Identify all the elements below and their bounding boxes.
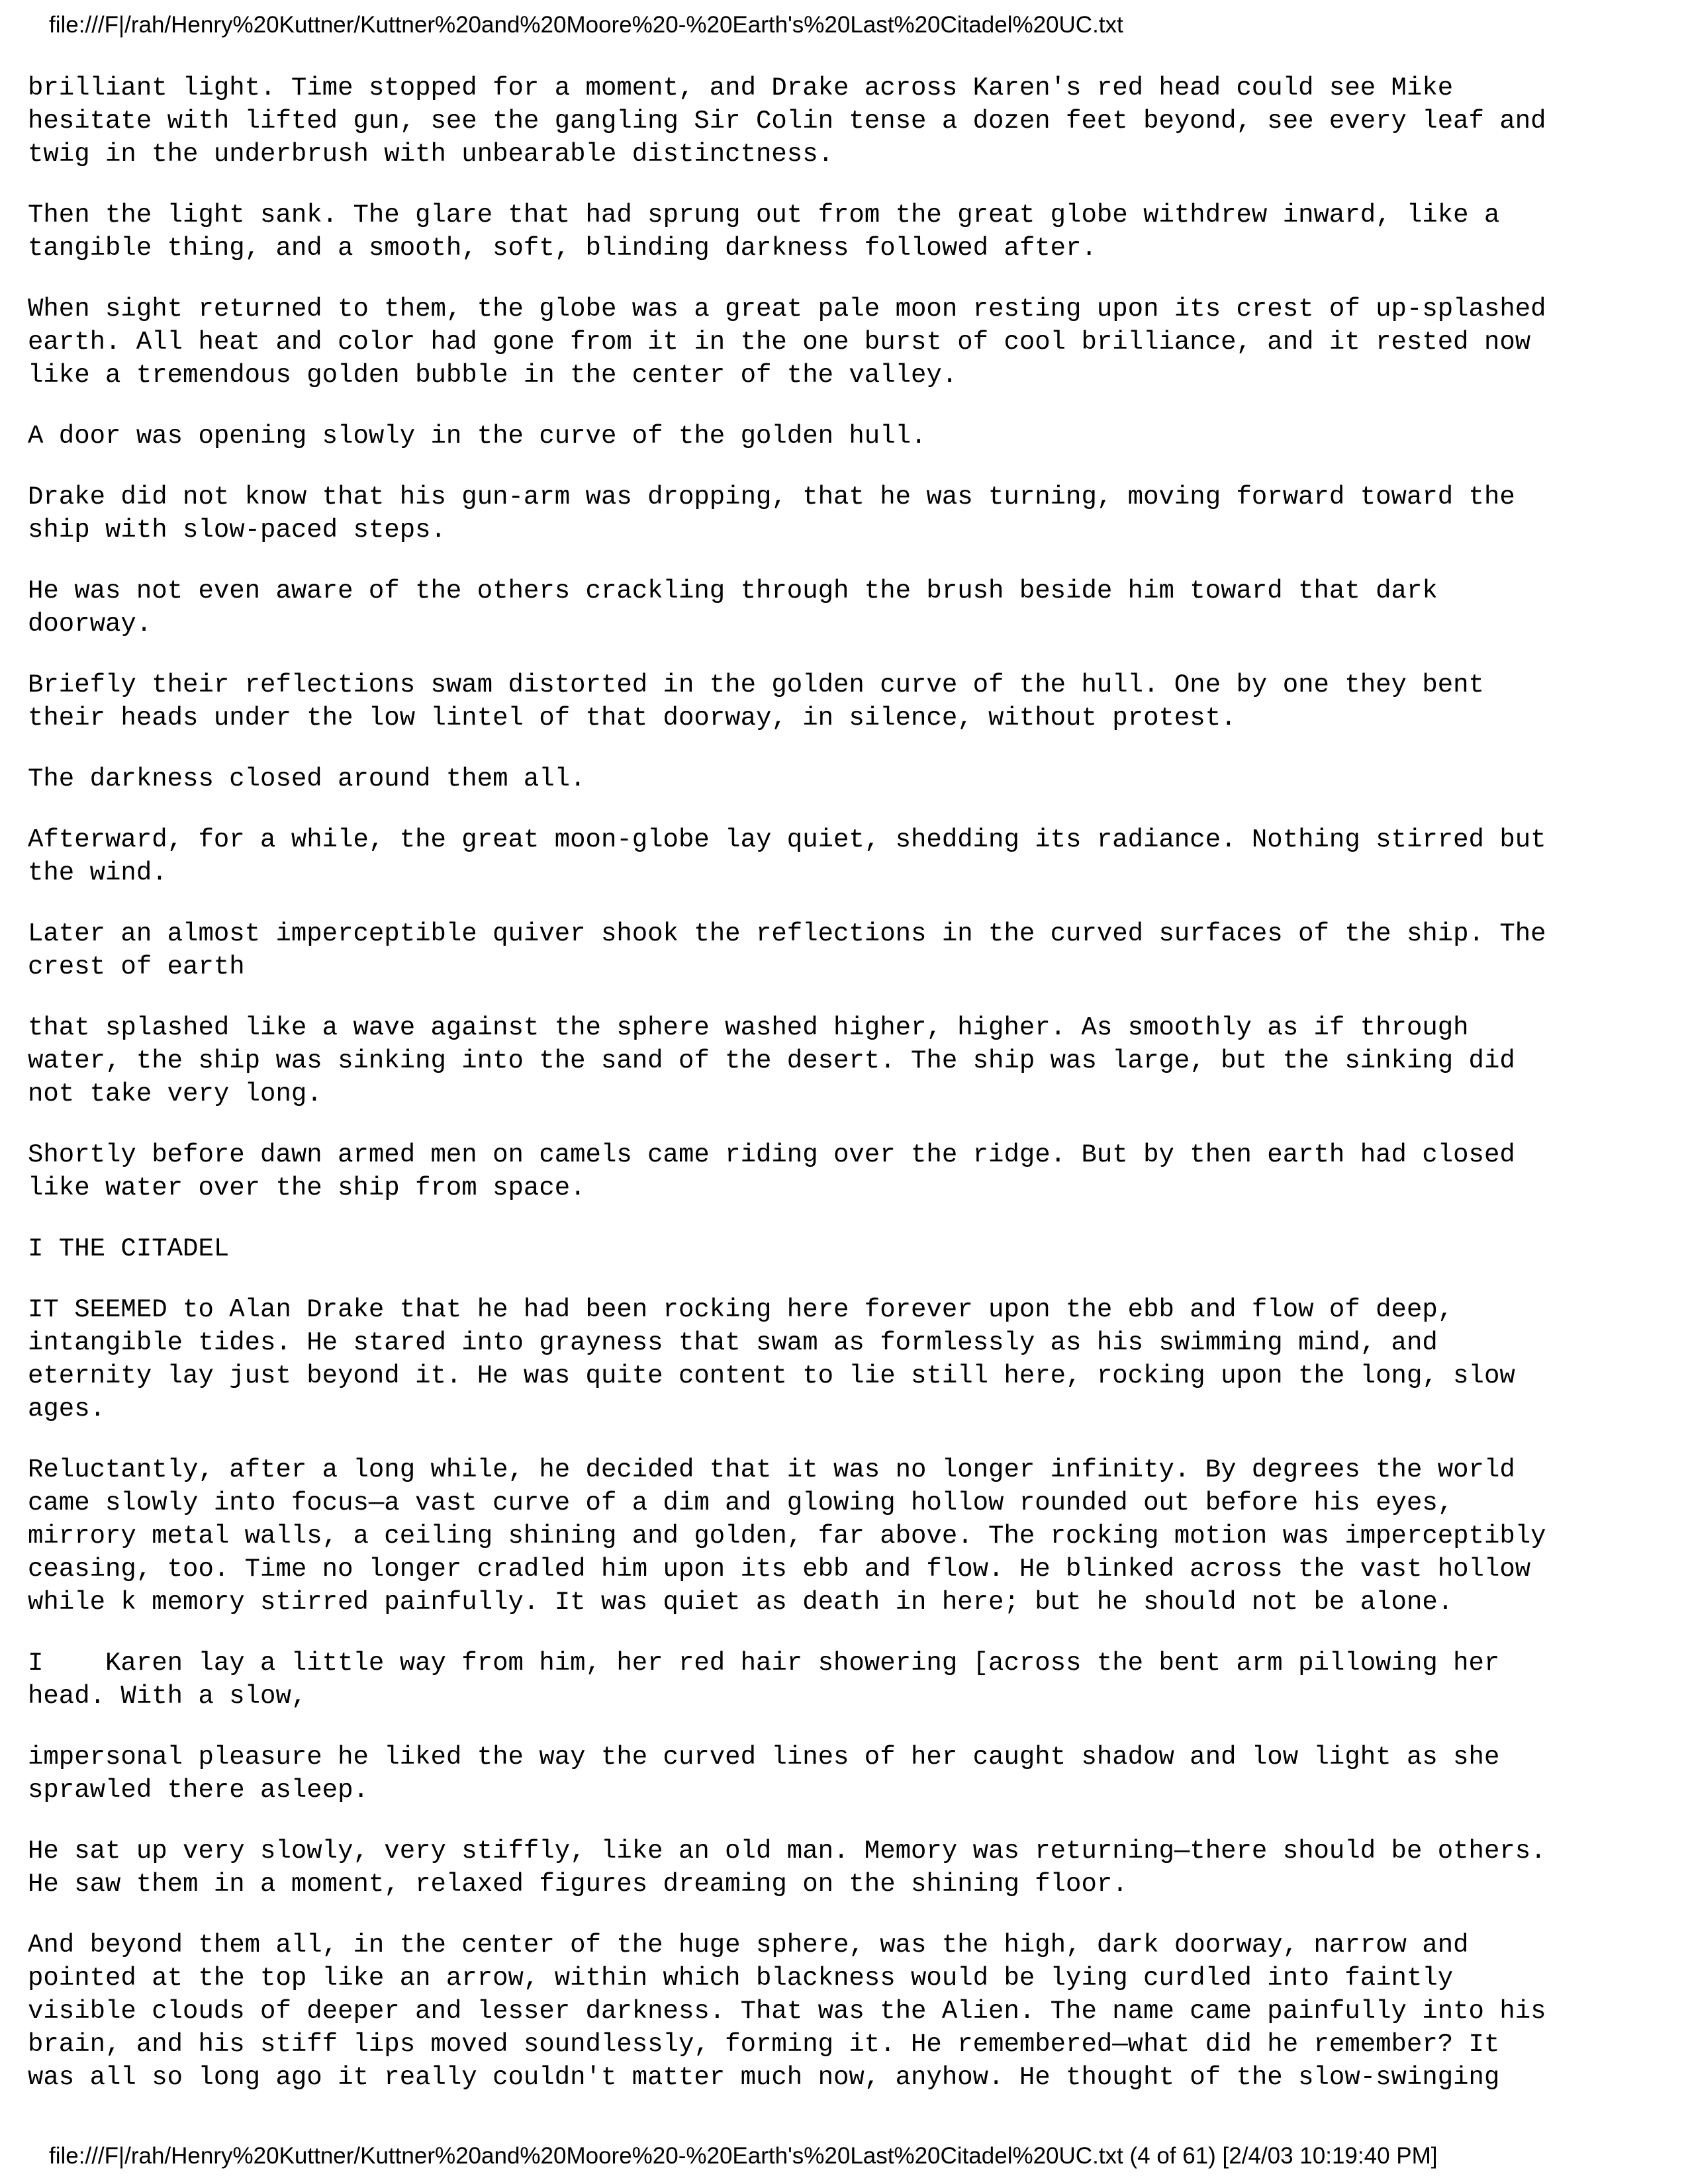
paragraph: I Karen lay a little way from him, her red hair showering [across the bent arm pillowing her head. With a slow, [28, 1649, 1500, 1711]
paragraph: He sat up very slowly, very stiffly, like an old man. Memory was returning—there should be others. He saw them in a moment, relaxed figures dreaming on the shining floor. [28, 1837, 1546, 1899]
page-header-path: file:///F|/rah/Henry%20Kuttner/Kuttner%20and%20Moore%20-%20Earth's%20Last%20Citadel%20UC.txt [49, 12, 1123, 38]
paragraph: IT SEEMED to Alan Drake that he had been rocking here forever upon the ebb and flow of deep, intangible tides. He stared into grayness that swam as formlessly as his swimming mind, and eternity lay just beyond it. He was quite content to lie still here, rocking upon the long, slow ages. [28, 1295, 1515, 1424]
paragraph: Drake did not know that his gun-arm was dropping, that he was turning, moving forward toward the ship with slow-paced steps. [28, 482, 1515, 545]
paragraph: Then the light sank. The glare that had sprung out from the great globe withdrew inward, like a tangible thing, and a smooth, soft, blinding darkness followed after. [28, 201, 1500, 263]
paragraph: The darkness closed around them all. [28, 764, 586, 794]
paragraph: Reluctantly, after a long while, he decided that it was no longer infinity. By degrees the world came slowly into focus—a vast curve of a dim and glowing hollow rounded out before his eyes, mirrory metal walls, a ceiling shining and golden, far above. The rocking motion was imperceptibly ceasing, too. Time no longer cradled him upon its ebb and flow. He blinked across the vast hollow while k memory stirred painfully. It was quiet as death in here; but he should not be alone. [28, 1455, 1546, 1617]
page-footer-info: file:///F|/rah/Henry%20Kuttner/Kuttner%20and%20Moore%20-%20Earth's%20Last%20Citadel%20UC.txt (4 of 61) [2/4/03 10:19:40 PM] [49, 2143, 1438, 2169]
paragraph: Shortly before dawn armed men on camels came riding over the ridge. But by then earth had closed like water over the ship from space. [28, 1140, 1515, 1203]
paragraph: Afterward, for a while, the great moon-globe lay quiet, shedding its radiance. Nothing stirred but the wind. [28, 825, 1546, 887]
paragraph: impersonal pleasure he liked the way the curved lines of her caught shadow and low light as she sprawled there asleep. [28, 1743, 1500, 1805]
paragraph: When sight returned to them, the globe was a great pale moon resting upon its crest of up-splashed earth. All heat and color had gone from it in the one burst of cool brilliance, and it rested now like a tremendous golden bubble in the center of the valley. [28, 295, 1546, 390]
paragraph: Later an almost imperceptible quiver shook the reflections in the curved surfaces of the ship. The crest of earth [28, 919, 1546, 981]
paragraph: He was not even aware of the others crackling through the brush beside him toward that dark doorway. [28, 576, 1438, 639]
paragraph: brilliant light. Time stopped for a moment, and Drake across Karen's red head could see Mike hesitate with lifted gun, see the gangling Sir Colin tense a dozen feet beyond, see every leaf and twig in the underbrush with unbearable distinctness. [28, 73, 1546, 169]
document-body [28, 71, 1669, 2092]
paragraph: A door was opening slowly in the curve of the golden hull. [28, 422, 927, 451]
paragraph: Briefly their reflections swam distorted in the golden curve of the hull. One by one they bent their heads under the low lintel of that doorway, in silence, without protest. [28, 670, 1484, 733]
paragraph: that splashed like a wave against the sphere washed higher, higher. As smoothly as if through water, the ship was sinking into the sand of the desert. The ship was large, but the sinking did not take very long. [28, 1013, 1515, 1109]
chapter-heading: I THE CITADEL [28, 1234, 230, 1263]
paragraph: And beyond them all, in the center of the huge sphere, was the high, dark doorway, narrow and pointed at the top like an arrow, within which blackness would be lying curdled into faintly visible clouds of deeper and lesser darkness. That was the Alien. The name came painfully into his brain, and his stiff lips moved soundlessly, forming it. He remembered—what did he remember? It was all so long ago it really couldn't matter much now, anyhow. He thought of the slow-swinging [28, 1931, 1546, 2092]
